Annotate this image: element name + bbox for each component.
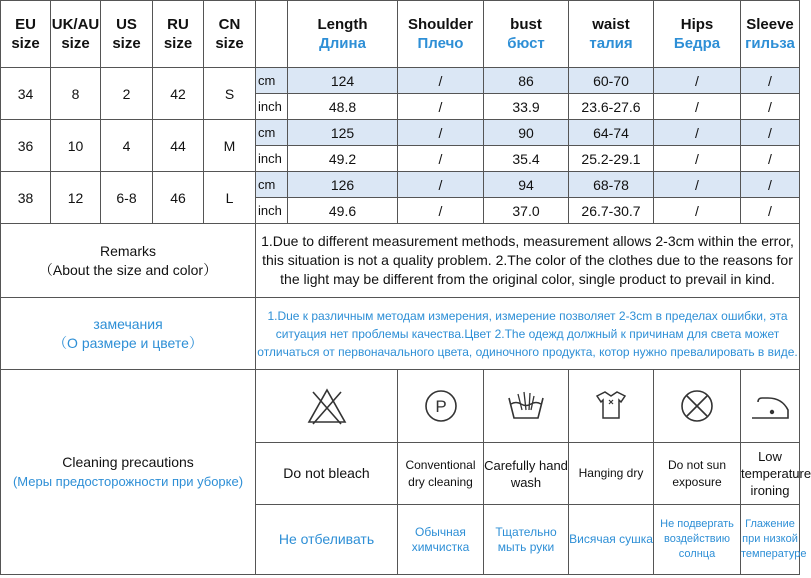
header-row (1, 1, 800, 68)
waist-value: 25.2-29.1 (569, 146, 654, 172)
header-hips: Hips Бедра (654, 1, 741, 68)
sleeve-value: / (741, 198, 800, 224)
ru-size-value: 42 (153, 68, 204, 120)
header-shoulder: Shoulder Плечо (398, 1, 484, 68)
header-us-size: US size (101, 1, 153, 68)
cn-size-value: M (204, 120, 256, 172)
header-uk-size: UK/AU size (51, 1, 101, 68)
care-en-hanging-dry: Hanging dry (569, 443, 654, 505)
no-bleach-icon (256, 370, 398, 443)
uk-size-value: 8 (51, 68, 101, 120)
length-value: 124 (288, 68, 398, 94)
eu-size-value: 34 (1, 68, 51, 120)
waist-value: 64-74 (569, 120, 654, 146)
bust-value: 33.9 (484, 94, 569, 120)
unit-inch: inch (256, 198, 288, 224)
svg-text:P: P (434, 397, 447, 416)
no-sun-exposure-icon (654, 370, 741, 443)
care-ru-dry-clean: Обычная химчистка (398, 505, 484, 575)
eu-size-value: 36 (1, 120, 51, 172)
shoulder-value: / (398, 94, 484, 120)
unit-cm: cm (256, 120, 288, 146)
care-en-no-sun: Do not sun exposure (654, 443, 741, 505)
length-value: 49.2 (288, 146, 398, 172)
cn-size-value: L (204, 172, 256, 224)
length-value: 126 (288, 172, 398, 198)
care-ru-hand-wash: Тщательно мыть руки (484, 505, 569, 575)
sleeve-value: / (741, 94, 800, 120)
table-row (1, 120, 800, 146)
care-ru-no-sun: Не подвергать воздействию солнца (654, 505, 741, 575)
shoulder-value: / (398, 120, 484, 146)
header-sleeve: Sleeve гильза (741, 1, 800, 68)
hips-value: / (654, 94, 741, 120)
bust-value: 86 (484, 68, 569, 94)
hanging-dry-icon (569, 370, 654, 443)
care-en-low-iron: Low temperature ironing (741, 443, 800, 505)
low-temp-iron-icon (741, 370, 800, 443)
hips-value: / (654, 198, 741, 224)
care-ru-no-bleach: Не отбеливать (256, 505, 398, 575)
remarks-row-ru (1, 298, 800, 370)
unit-cm: cm (256, 172, 288, 198)
cn-size-value: S (204, 68, 256, 120)
unit-cm: cm (256, 68, 288, 94)
shoulder-value: / (398, 172, 484, 198)
remarks-row-en (1, 224, 800, 298)
bust-value: 35.4 (484, 146, 569, 172)
sleeve-value: / (741, 120, 800, 146)
hips-value: / (654, 120, 741, 146)
header-ru-size: RU size (153, 1, 204, 68)
care-icons-row (1, 370, 800, 443)
ru-size-value: 44 (153, 120, 204, 172)
header-bust: bust бюст (484, 1, 569, 68)
sleeve-value: / (741, 172, 800, 198)
us-size-value: 2 (101, 68, 153, 120)
header-cn-size: CN size (204, 1, 256, 68)
eu-size-value: 38 (1, 172, 51, 224)
ru-size-value: 46 (153, 172, 204, 224)
dry-clean-icon (398, 370, 484, 443)
hips-value: / (654, 172, 741, 198)
length-value: 49.6 (288, 198, 398, 224)
header-eu-size: EU size (1, 1, 51, 68)
sleeve-value: / (741, 68, 800, 94)
care-label: Cleaning precautions (Меры предосторожности при уборке) (1, 370, 256, 575)
us-size-value: 4 (101, 120, 153, 172)
waist-value: 60-70 (569, 68, 654, 94)
care-ru-low-iron: Глажение при низкой температуре (741, 505, 800, 575)
hips-value: / (654, 146, 741, 172)
uk-size-value: 12 (51, 172, 101, 224)
remarks-text: 1.Due to different measurement methods, measurement allows 2-3cm within the error, this situation is not a quality problem. 2.The color of the clothes due to the reasons for the light may be different from the original color, single product to prevail in kind. (256, 224, 800, 298)
waist-value: 26.7-30.7 (569, 198, 654, 224)
waist-value: 68-78 (569, 172, 654, 198)
care-ru-hanging-dry: Висячая сушка (569, 505, 654, 575)
hips-value: / (654, 68, 741, 94)
remarks-label: Remarks （About the size and color） (1, 224, 256, 298)
bust-value: 37.0 (484, 198, 569, 224)
care-en-no-bleach: Do not bleach (256, 443, 398, 505)
shoulder-value: / (398, 146, 484, 172)
waist-value: 23.6-27.6 (569, 94, 654, 120)
header-waist: waist талия (569, 1, 654, 68)
unit-inch: inch (256, 146, 288, 172)
header-unit-blank (256, 1, 288, 68)
length-value: 48.8 (288, 94, 398, 120)
bust-value: 90 (484, 120, 569, 146)
remarks-label-ru: замечания （О размере и цвете） (1, 298, 256, 370)
table-row (1, 68, 800, 94)
us-size-value: 6-8 (101, 172, 153, 224)
remarks-text-ru: 1.Due к различным методам измерения, измерение позволяет 2-3cm в пределах ошибки, эта ситуация нет проблемы качества.Цвет 2.The одежд должный к причинам для света может отличаться от первоначального цвета, одиночного продукта, котор нужно превалировать в виде. (256, 298, 800, 370)
shoulder-value: / (398, 68, 484, 94)
unit-inch: inch (256, 94, 288, 120)
uk-size-value: 10 (51, 120, 101, 172)
length-value: 125 (288, 120, 398, 146)
shoulder-value: / (398, 198, 484, 224)
care-en-hand-wash: Carefully hand wash (484, 443, 569, 505)
sleeve-value: / (741, 146, 800, 172)
care-en-dry-clean: Conventional dry cleaning (398, 443, 484, 505)
bust-value: 94 (484, 172, 569, 198)
header-length: Length Длина (288, 1, 398, 68)
table-row (1, 172, 800, 198)
hand-wash-icon (484, 370, 569, 443)
